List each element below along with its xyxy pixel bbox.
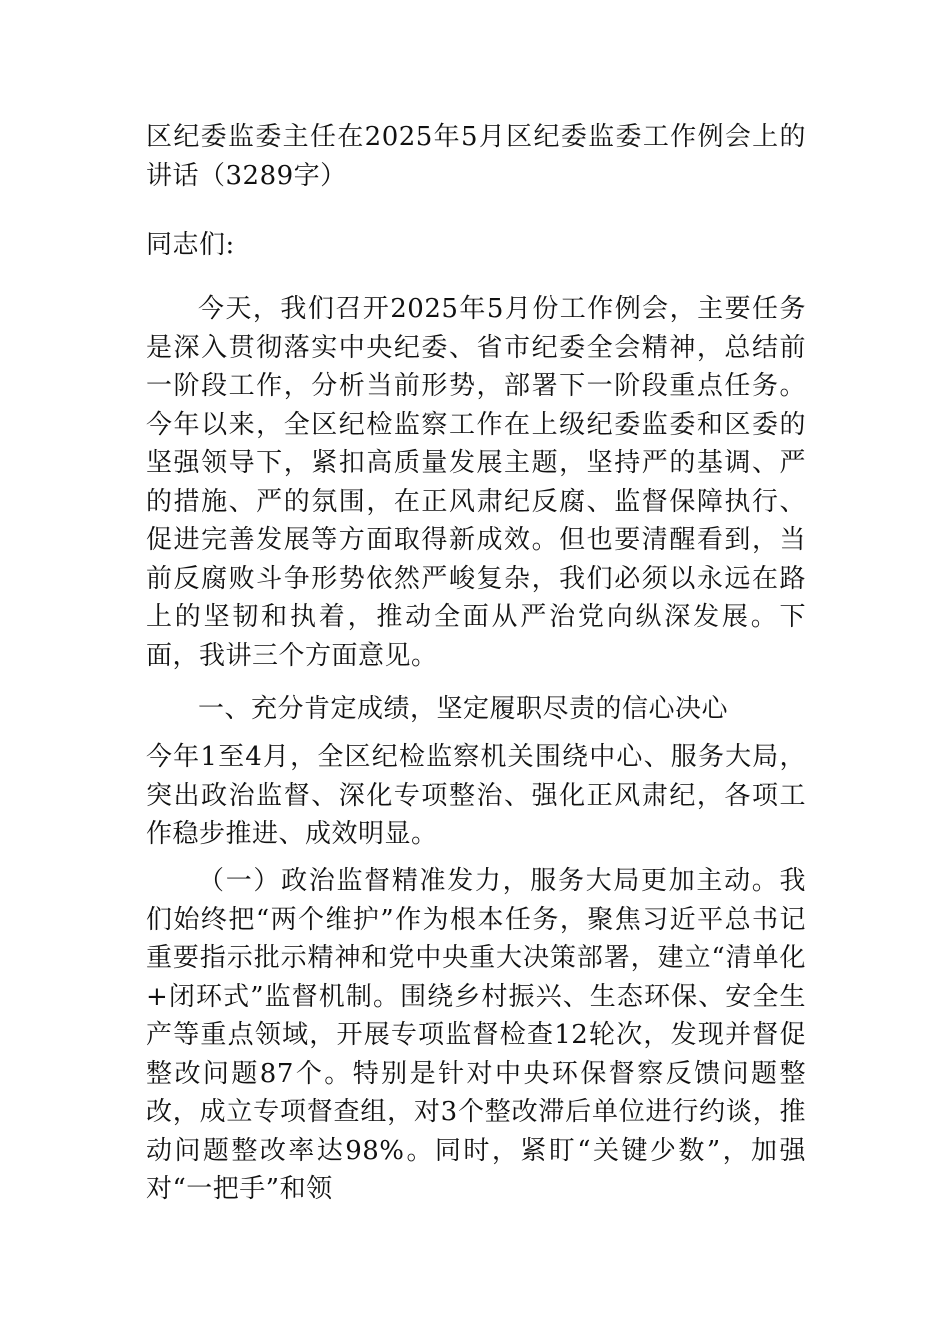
paragraph-achievements: 今年1至4月，全区纪检监察机关围绕中心、服务大局，突出政治监督、深化专项整治、强化正风肃纪，各项工作稳步推进、成效明显。	[146, 742, 806, 849]
paragraph-intro: 今天，我们召开2025年5月份工作例会，主要任务是深入贯彻落实中央纪委、省市纪委全会精神，总结前一阶段工作，分析当前形势，部署下一阶段重点任务。今年以来，全区纪检监察工作在上级纪委监委和区委的坚强领导下，紧扣高质量发展主题，坚持严的基调、严的措施、严的氛围，在正风肃纪反腐、监督保障执行、促进完善发展等方面取得新成效。但也要清醒看到，当前反腐败斗争形势依然严峻复杂，我们必须以永远在路上的坚韧和执着，推动全面从严治党向纵深发展。下面，我讲三个方面意见。	[146, 294, 806, 671]
section-heading-1: 一、充分肯定成绩，坚定履职尽责的信心决心	[198, 694, 729, 724]
document-title: 区纪委监委主任在2025年5月区纪委监委工作例会上的讲话（3289字）	[146, 122, 806, 191]
salutation: 同志们:	[146, 230, 235, 260]
paragraph-political-supervision: （一）政治监督精准发力，服务大局更加主动。我们始终把“两个维护”作为根本任务，聚焦习近平总书记重要指示批示精神和党中央重大决策部署，建立“清单化+闭环式”监督机制。围绕乡村振兴、生态环保、安全生产等重点领域，开展专项监督检查12轮次，发现并督促整改问题87个。特别是针对中央环保督察反馈问题整改，成立专项督查组，对3个整改滞后单位进行约谈，推动问题整改率达98%。同时，紧盯“关键少数”，加强对“一把手”和领	[146, 866, 806, 1204]
